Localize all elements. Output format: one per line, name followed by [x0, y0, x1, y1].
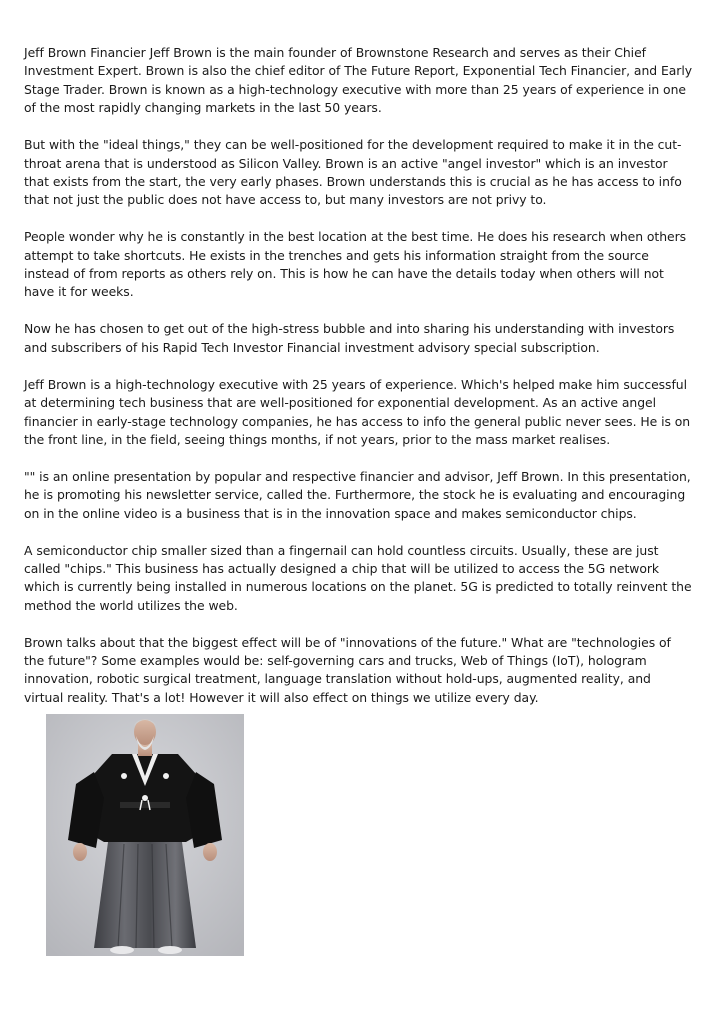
article-photo: [46, 714, 244, 956]
paragraph-6: "" is an online presentation by popular and respective financier and advisor, Jeff Brown. In this presentation, he is promoting his newsletter service, called the. Furthermore, the stock he is evaluating and encouraging on in the online video is a business that is in the innovation space and makes semiconductor chips.: [24, 468, 691, 521]
paragraph-8: Brown talks about that the biggest effect will be of "innovations of the future." What are "technologies of the future"? Some examples would be: self-governing cars and trucks, Web of Things (IoT), hologram innovation, robotic surgical treatment, language translation without hold-ups, augmented reality, and virtual reality. That's a lot! However it will also effect on things we utilize every day.: [24, 634, 671, 705]
man-in-kimono-illustration: [46, 714, 244, 956]
paragraph-7: A semiconductor chip smaller sized than a fingernail can hold countless circuits. Usually, these are just called "chips." This business has actually designed a chip that will be utilized to access the 5G network which is currently being installed in numerous locations on the planet. 5G is predicted to totally reinvent the method the world utilizes the web.: [24, 542, 692, 613]
paragraph-5: Jeff Brown is a high-technology executive with 25 years of experience. Which's helped make him successful at determining tech business that are well-positioned for exponential development. As an active angel financier in early-stage technology companies, he has access to info the general public never sees. He is on the front line, in the field, seeing things months, if not years, prior to the mass market realises.: [24, 376, 691, 447]
paragraph-4: Now he has chosen to get out of the high-stress bubble and into sharing his understanding with investors and subscribers of his Rapid Tech Investor Financial investment advisory special subscription.: [24, 321, 675, 355]
paragraph-2: But with the "ideal things," they can be well-positioned for the development required to make it in the cut-throat arena that is understood as Silicon Valley. Brown is an active "angel investor" which is an investor that exists from the start, the very early phases. Brown understands this is crucial as he has access to info that not just the public does not have access to, but many investors are not privy to.: [24, 137, 682, 208]
paragraph-3: People wonder why he is constantly in the best location at the best time. He does his research when others attempt to take shortcuts. He exists in the trenches and gets his information straight from the source instead of from reports as others rely on. This is how he can have the details today when others will not have it for weeks.: [24, 229, 687, 300]
article-body: [24, 44, 692, 726]
paragraph-1: Jeff Brown Financier Jeff Brown is the main founder of Brownstone Research and serves as their Chief Investment Expert. Brown is also the chief editor of The Future Report, Exponential Tech Financier, and Early Stage Trader. Brown is known as a high-technology executive with more than 25 years of experience in one of the most rapidly changing markets in the last 50 years.: [24, 45, 693, 116]
